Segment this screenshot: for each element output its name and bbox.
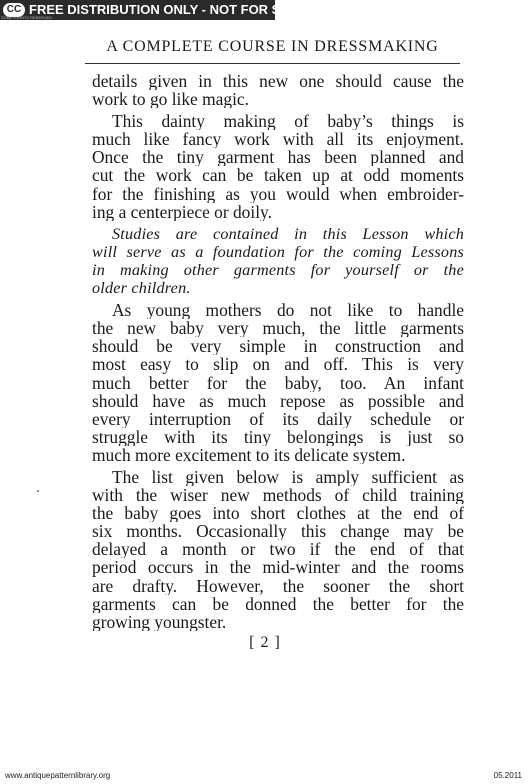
text-line: delayed a month or two if the end of that <box>92 540 464 559</box>
license-banner <box>0 0 307 20</box>
text-line: should be very simple in construction and <box>92 337 464 356</box>
paragraph <box>92 468 464 631</box>
text-line: As young mothers do not like to handle <box>112 301 464 320</box>
text-line: garments can be donned the better for the <box>92 594 464 613</box>
text-line: with the wiser new methods of child training <box>92 486 464 505</box>
text-line: older children. <box>92 279 191 298</box>
text-line: every interruption of its daily schedule or <box>92 409 464 428</box>
text-line: struggle with its tiny belongings is just so <box>92 427 464 446</box>
page-number: [ 2 ] <box>249 634 281 651</box>
running-head: A COMPLETE COURSE IN DRESSMAKING <box>106 38 439 55</box>
text-line: the baby goes into short clothes at the end of <box>92 504 464 523</box>
paragraph <box>92 72 464 108</box>
text-line: The list given below is amply sufficient as <box>112 467 464 487</box>
text-line: for the finishing as you would when embroider- <box>92 184 464 203</box>
page-body <box>92 72 464 631</box>
text-line: much more excitement to its delicate system. <box>92 445 406 464</box>
text-line: in making other garments for yourself or the <box>92 260 464 279</box>
creative-commons-icon: CC <box>3 3 25 17</box>
paragraph <box>92 301 464 464</box>
text-line: ing a centerpiece or doily. <box>92 202 272 221</box>
text-line: work to go like magic. <box>92 90 249 109</box>
header-rule <box>85 63 460 64</box>
text-line: much like fancy work with all its enjoyment. <box>92 130 464 149</box>
text-line: Studies are contained in this Lesson which <box>112 224 464 243</box>
text-line: period occurs in the mid-winter and the rooms <box>92 558 464 577</box>
paragraph <box>92 112 464 221</box>
text-line: Once the tiny garment has been planned and <box>92 148 464 167</box>
text-line: are drafty. However, the sooner the short <box>92 576 464 595</box>
text-line: cut the work can be taken up at odd moments <box>92 166 464 185</box>
text-line: details given in this new one should cause the <box>92 72 464 91</box>
text-line: most easy to slip on and off. This is very <box>92 355 464 374</box>
paragraph <box>92 225 464 297</box>
footer-date: 05.2011 <box>493 771 522 780</box>
text-line: six months. Occasionally this change may be <box>92 522 464 541</box>
footer-site: www.antiquepatternlibrary.org <box>5 771 111 780</box>
text-line: will serve as a foundation for the coming Lessons <box>92 242 464 261</box>
license-banner-subtext: SOME RIGHTS RESERVED <box>1 15 53 20</box>
text-line: the new baby very much, the little garments <box>92 319 464 338</box>
text-line: much better for the baby, too. An infant <box>92 373 464 392</box>
scan-speck <box>37 490 39 492</box>
text-line: growing youngster. <box>92 612 227 631</box>
license-banner-text: FREE DISTRIBUTION ONLY - NOT FOR SALE <box>29 2 307 17</box>
text-line: This dainty making of baby’s things is <box>112 112 464 131</box>
text-line: should have as much repose as possible and <box>92 391 464 410</box>
